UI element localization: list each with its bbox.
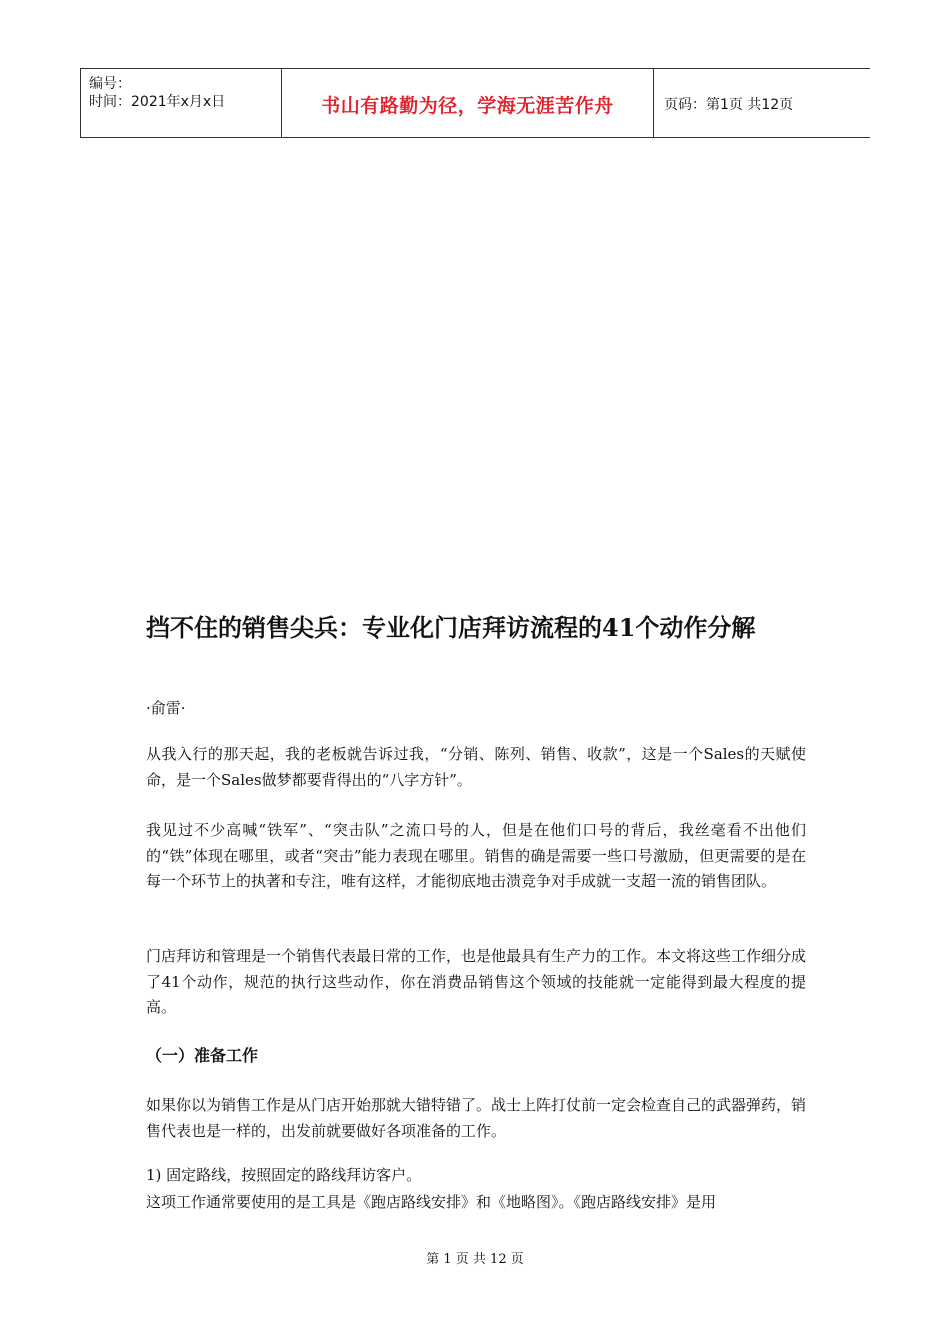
- header-page-cell: [654, 69, 870, 137]
- paragraph: 门店拜访和管理是一个销售代表最日常的工作，也是他最具有生产力的工作。本文将这些工作细分成了41个动作，规范的执行这些动作，你在消费品销售这个领域的技能就一定能得到最大程度的提高。: [146, 947, 807, 1016]
- motto: 书山有路勤为径，学海无涯苦作舟: [321, 95, 614, 117]
- page-label: 页码：第1页 共12页: [664, 97, 794, 113]
- header-table: [80, 68, 870, 138]
- list-item-text: 这项工作通常要使用的是工具是《跑店路线安排》和《地略图》。《跑店路线安排》是用: [146, 1193, 717, 1211]
- page-footer: 第 1 页 共 12 页: [426, 1252, 524, 1267]
- section-intro: 如果你以为销售工作是从门店开始那就大错特错了。战士上阵打仗前一定会检查自己的武器弹药，销售代表也是一样的，出发前就要做好各项准备的工作。: [146, 1096, 807, 1140]
- section-heading: （一）准备工作: [146, 1046, 259, 1065]
- list-item-title: 1) 固定路线，按照固定的路线拜访客户。: [146, 1166, 422, 1184]
- time-label: 时间：2021年x月x日: [89, 94, 226, 110]
- header-info-cell: [80, 69, 282, 137]
- article-title: 挡不住的销售尖兵：专业化门店拜访流程的41个动作分解: [146, 613, 756, 642]
- paragraph: 从我入行的那天起，我的老板就告诉过我，“分销、陈列、销售、收款”，这是一个Sales的天赋使命，是一个Sales做梦都要背得出的“八字方针”。: [146, 745, 806, 789]
- paragraph: 我见过不少高喊“铁军”、“突击队”之流口号的人，但是在他们口号的背后，我丝毫看不出他们的“铁”体现在哪里，或者“突击”能力表现在哪里。销售的确是需要一些口号激励，但更需要的是在每一个环节上的执著和专注，唯有这样，才能彻底地击溃竞争对手成就一支超一流的销售团队。: [146, 821, 806, 890]
- number-label: 编号：: [89, 76, 131, 92]
- author: ·俞雷·: [146, 699, 186, 717]
- header-motto-cell: [282, 69, 654, 137]
